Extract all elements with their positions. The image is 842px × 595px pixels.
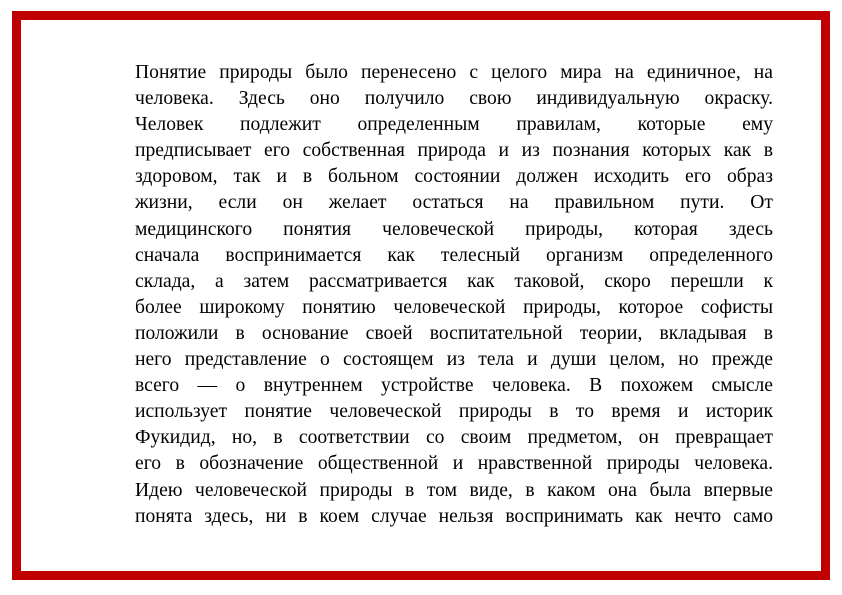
text-line: Понятие природы было перенесено с целого мира на единичное, на bbox=[135, 62, 773, 83]
text-line: понята здесь, ни в коем случае нельзя воспринимать как нечто само bbox=[135, 505, 773, 527]
text-line: Человек подлежит определенным правилам, которые ему bbox=[135, 114, 773, 136]
text-line: использует понятие человеческой природы в то время и историк bbox=[135, 401, 773, 423]
text-line: него представление о состоящем из тела и души целом, но прежде bbox=[135, 349, 773, 371]
text-line: человека. Здесь оно получило свою индивидуальную окраску. bbox=[135, 88, 773, 110]
text-line: всего — о внутреннем устройстве человека. В похожем смысле bbox=[135, 375, 773, 397]
text-line: медицинского понятия человеческой природы, которая здесь bbox=[135, 218, 773, 240]
text-line: здоровом, так и в больном состоянии должен исходить его образ bbox=[135, 166, 773, 188]
text-line: Фукидид, но, в соответствии со своим предметом, он превращает bbox=[135, 427, 773, 449]
slide-text bbox=[135, 60, 773, 530]
text-line: предписывает его собственная природа и из познания которых как в bbox=[135, 140, 773, 162]
text-line: склада, а затем рассматривается как таковой, скоро перешли к bbox=[135, 270, 773, 292]
text-line: Идею человеческой природы в том виде, в каком она была впервые bbox=[135, 479, 773, 501]
text-line: жизни, если он желает остаться на правильном пути. От bbox=[135, 192, 773, 214]
text-line: сначала воспринимается как телесный организм определенного bbox=[135, 244, 773, 266]
text-line: положили в основание своей воспитательной теории, вкладывая в bbox=[135, 322, 773, 344]
text-line: его в обозначение общественной и нравственной природы человека. bbox=[135, 453, 773, 475]
text-line: более широкому понятию человеческой природы, которое софисты bbox=[135, 296, 773, 318]
